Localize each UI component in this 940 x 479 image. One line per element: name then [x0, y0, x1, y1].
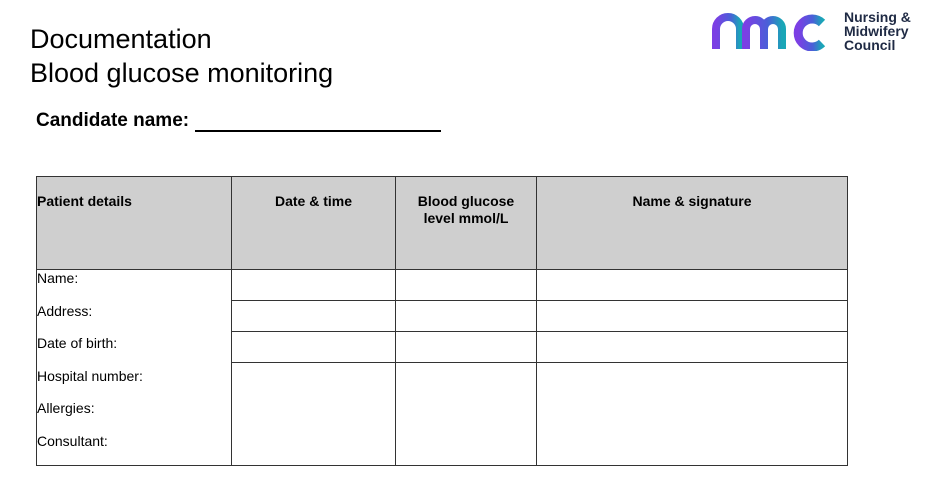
cell-name-signature[interactable]: [537, 332, 848, 363]
title-line-2: Blood glucose monitoring: [30, 58, 334, 88]
org-name-line-3: Council: [844, 37, 896, 53]
patient-details-cell: [37, 270, 232, 466]
cell-name-signature[interactable]: [537, 270, 848, 301]
nmc-logo: [712, 10, 911, 52]
candidate-name-label: Candidate name:: [36, 110, 190, 131]
org-name: [844, 10, 911, 52]
cell-date-time[interactable]: [232, 301, 396, 332]
header-blood-glucose: Blood glucose level mmol/L: [396, 177, 537, 270]
patient-field-allergies: Allergies:: [37, 400, 95, 416]
candidate-name-blank[interactable]: [195, 112, 441, 132]
org-name-line-2: Midwifery: [844, 23, 909, 39]
document-title: [30, 22, 333, 90]
table-header-row: [37, 177, 848, 270]
header-date-time: Date & time: [232, 177, 396, 270]
cell-blood-glucose[interactable]: [396, 332, 537, 363]
cell-name-signature[interactable]: [537, 363, 848, 466]
cell-date-time[interactable]: [232, 332, 396, 363]
cell-date-time[interactable]: [232, 270, 396, 301]
title-line-1: Documentation: [30, 24, 212, 54]
glucose-monitoring-table: [36, 176, 848, 466]
org-name-line-1: Nursing &: [844, 9, 911, 25]
candidate-name-field: [36, 110, 441, 132]
header-name-signature: Name & signature: [537, 177, 848, 270]
patient-field-name: Name:: [37, 270, 79, 286]
header-patient-details: Patient details: [37, 177, 232, 270]
table-row: [37, 270, 848, 301]
patient-field-hospital-number: Hospital number:: [37, 367, 143, 384]
cell-name-signature[interactable]: [537, 301, 848, 332]
patient-field-dob: Date of birth:: [37, 335, 118, 351]
cell-date-time[interactable]: [232, 363, 396, 466]
cell-blood-glucose[interactable]: [396, 363, 537, 466]
cell-blood-glucose[interactable]: [396, 270, 537, 301]
nmc-logo-mark: [712, 11, 838, 51]
patient-field-consultant: Consultant:: [37, 432, 108, 449]
cell-blood-glucose[interactable]: [396, 301, 537, 332]
patient-field-address: Address:: [37, 302, 93, 319]
